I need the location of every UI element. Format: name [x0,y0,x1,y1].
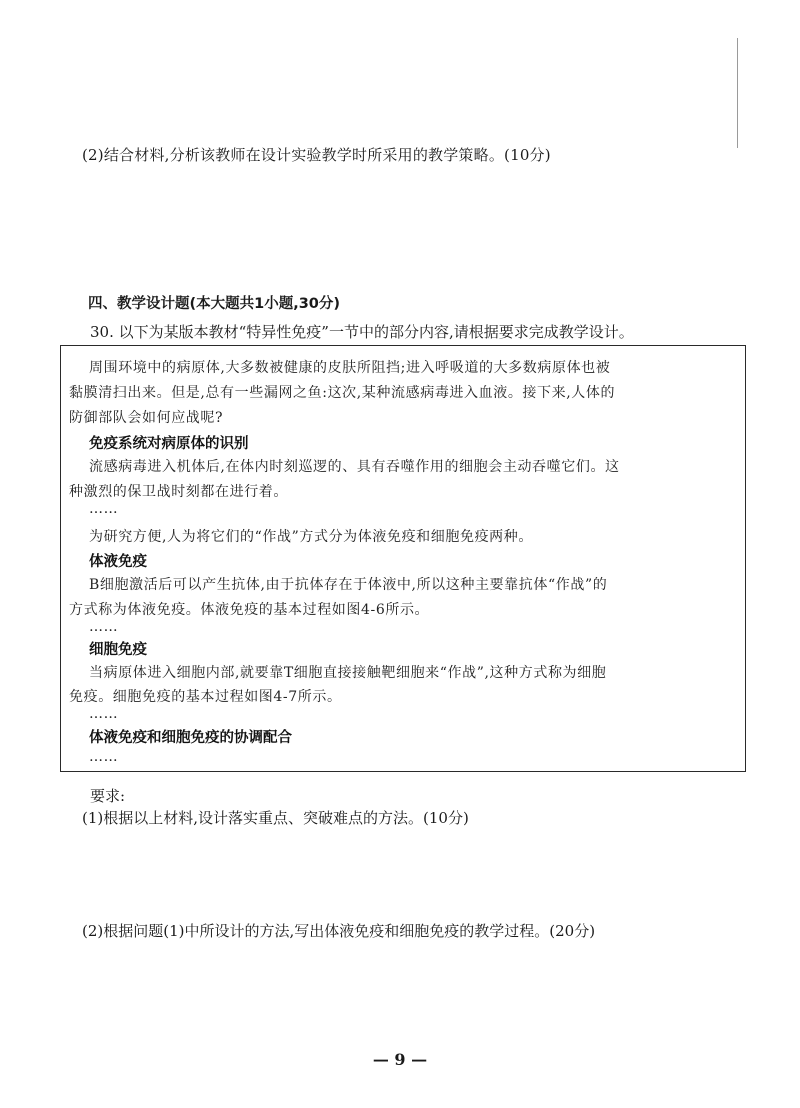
question-30-stem: 30. 以下为某版本教材“特异性免疫”一节中的部分内容,请根据要求完成教学设计。 [90,323,634,341]
material-ellipsis: …… [89,706,119,722]
material-line: 防御部队会如何应战呢? [69,410,224,426]
material-ellipsis: …… [89,501,119,517]
question-29-part-2: (2)结合材料,分析该教师在设计实验教学时所采用的教学策略。(10分) [82,146,551,164]
margin-line [737,38,738,148]
material-line: 方式称为体液免疫。体液免疫的基本过程如图4-6所示。 [69,602,430,618]
material-subheading: 免疫系统对病原体的识别 [89,436,249,452]
page-number: — 9 — [372,1050,428,1069]
material-ellipsis: …… [89,619,119,635]
material-line: 免疫。细胞免疫的基本过程如图4-7所示。 [69,689,342,705]
requirements-label: 要求: [90,787,126,805]
material-line: 当病原体进入细胞内部,就要靠T细胞直接接触靶细胞来“作战”,这种方式称为细胞 [89,665,607,681]
material-line: 为研究方便,人为将它们的“作战”方式分为体液免疫和细胞免疫两种。 [89,529,533,545]
section-heading: 四、教学设计题(本大题共1小题,30分) [88,296,341,312]
material-line: 种激烈的保卫战时刻都在进行着。 [69,484,288,500]
material-line: B细胞激活后可以产生抗体,由于抗体存在于体液中,所以这种主要靠抗体“作战”的 [89,577,608,593]
requirement-2: (2)根据问题(1)中所设计的方法,写出体液免疫和细胞免疫的教学过程。(20分) [82,922,596,940]
material-line: 周围环境中的病原体,大多数被健康的皮肤所阻挡;进入呼吸道的大多数病原体也被 [89,360,611,376]
material-line: 黏膜清扫出来。但是,总有一些漏网之鱼:这次,某种流感病毒进入血液。接下来,人体的 [69,385,616,401]
material-subheading: 体液免疫 [89,554,147,570]
material-subheading: 体液免疫和细胞免疫的协调配合 [89,730,292,746]
material-box [60,345,746,772]
material-line: 流感病毒进入机体后,在体内时刻巡逻的、具有吞噬作用的细胞会主动吞噬它们。这 [89,459,620,475]
material-ellipsis: …… [89,749,119,765]
requirement-1: (1)根据以上材料,设计落实重点、突破难点的方法。(10分) [82,809,469,827]
material-subheading: 细胞免疫 [89,642,147,658]
